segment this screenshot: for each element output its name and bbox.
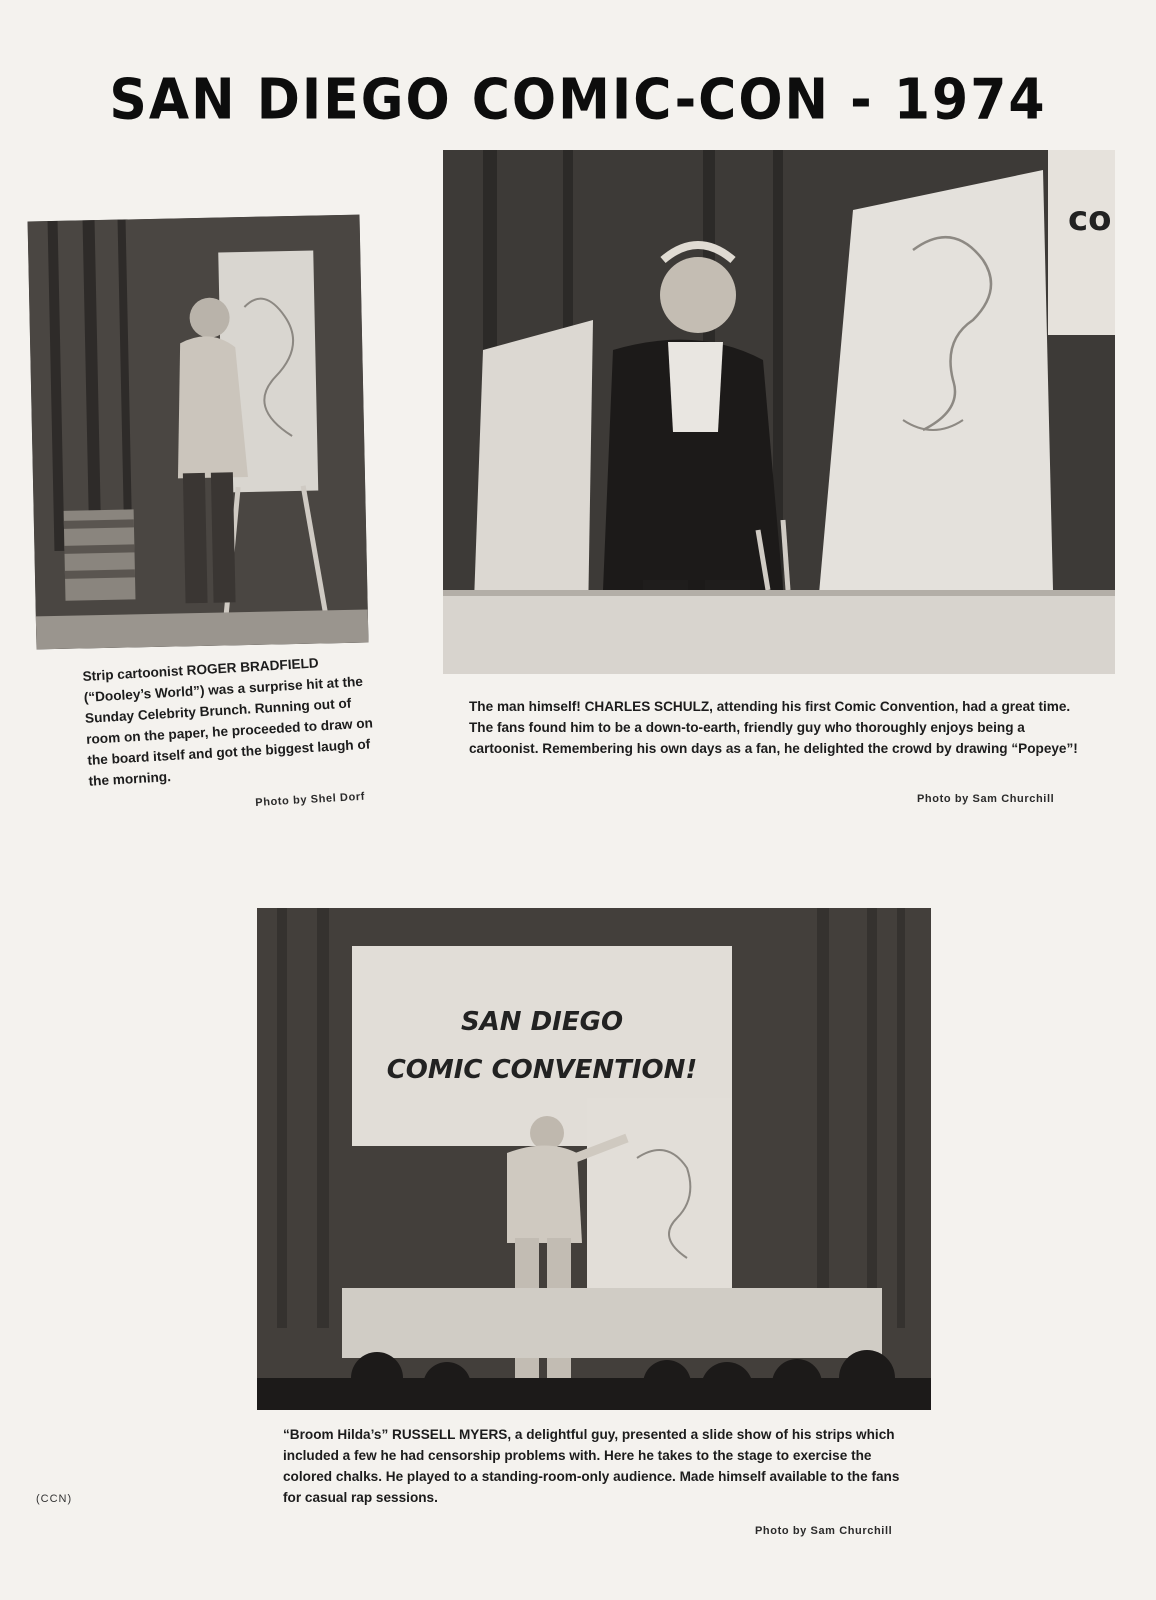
caption-russell-myers: “Broom Hilda’s” RUSSELL MYERS, a delightful guy, presented a slide show of his strips which included a few he had censorship problems with. Here he takes to the stage to exercise the colored chalks. He played to a standing-room-only audience. Made himself available to the fans for casual rap sessions. (283, 1427, 900, 1505)
photo-russell-myers (257, 908, 931, 1410)
photo-roger-bradfield (28, 215, 369, 650)
svg-text:co: co (1068, 199, 1112, 239)
caption-charles-schulz: The man himself! CHARLES SCHULZ, attending his first Comic Convention, had a great time. The fans found him to be a down-to-earth, friendly guy who thoroughly enjoys being a cartoonist. Remembering his own days as a fan, he delighted the crowd by drawing “Popeye”! (469, 699, 1078, 756)
credit-charles-schulz: Photo by Sam Churchill (917, 793, 1055, 805)
credit-russell-myers: Photo by Sam Churchill (755, 1525, 893, 1537)
banner-line2: COMIC CONVENTION! (386, 1055, 698, 1085)
banner-line1: SAN DIEGO (460, 1007, 624, 1037)
caption-roger-bradfield: Strip cartoonist ROGER BRADFIELD (“Dooley’s World”) was a surprise hit at the Sunday Celebrity Brunch. Running out of room on the paper, he proceeded to draw on the board itself and got the biggest laugh of the morning. (82, 655, 374, 789)
page-folio: (CCN) (36, 1493, 73, 1505)
credit-roger-bradfield: Photo by Shel Dorf (255, 790, 366, 809)
page-title: SAN DIEGO COMIC-CON - 1974 (109, 67, 1047, 133)
photo-charles-schulz (443, 150, 1115, 674)
